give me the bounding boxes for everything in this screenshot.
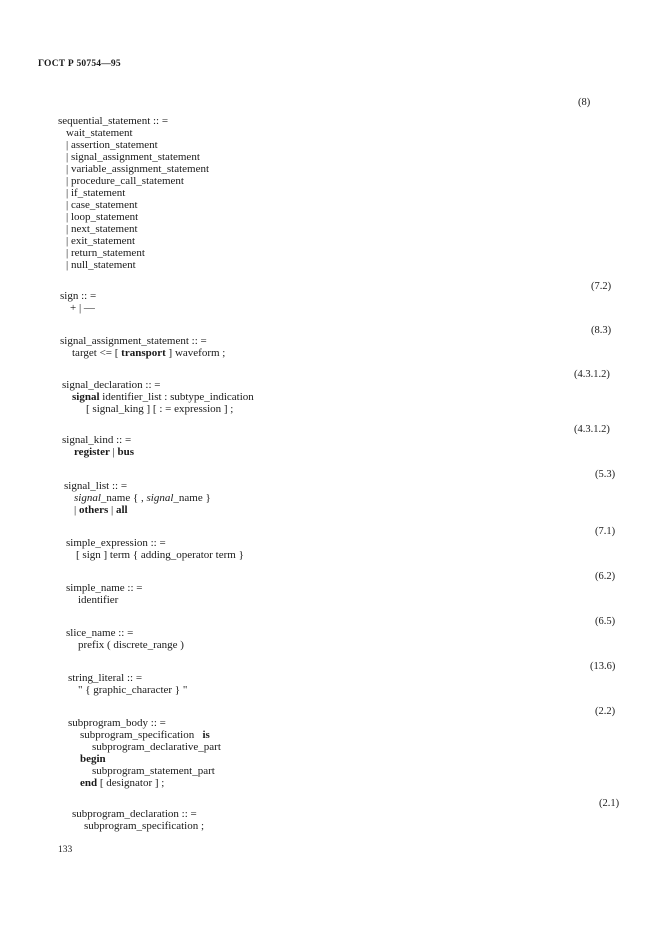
production: | null_statement: [66, 259, 136, 271]
production: subprogram_declarative_part: [92, 741, 221, 753]
section-ref: (4.3.1.2): [574, 424, 610, 435]
production: identifier: [78, 594, 119, 606]
section-ref: (6.2): [595, 571, 616, 582]
production: | next_statement: [66, 223, 138, 235]
keyword: all: [115, 504, 128, 516]
section-ref: (2.1): [599, 798, 620, 809]
production: subprogram_statement_part: [92, 765, 215, 777]
section-ref: (7.2): [591, 281, 612, 292]
rule-head: signal_kind :: =: [62, 434, 132, 446]
document-header: ГОСТ Р 50754—95: [38, 59, 121, 69]
italic-prefix: signal: [146, 492, 174, 504]
keyword: is: [202, 729, 210, 741]
keyword: end: [80, 777, 98, 789]
production: | return_statement: [66, 247, 145, 259]
production: | others | all: [74, 504, 128, 516]
rule-head: subprogram_declaration :: =: [72, 808, 197, 820]
section-ref: (13.6): [590, 661, 616, 672]
rule-head: slice_name :: =: [66, 627, 134, 639]
production: end [ designator ] ;: [80, 777, 165, 789]
production: | loop_statement: [66, 211, 139, 223]
section-ref: (6.5): [595, 616, 616, 627]
production: wait_statement: [66, 127, 133, 139]
production: target <= [ transport ] waveform ;: [72, 347, 226, 359]
production: | assertion_statement: [66, 139, 158, 151]
production: signal identifier_list : subtype_indication: [72, 391, 254, 403]
production: prefix ( discrete_range ): [78, 639, 184, 651]
production: " { graphic_character } ": [78, 684, 188, 696]
production: | signal_assignment_statement: [66, 151, 200, 163]
rule-head: sign :: =: [60, 290, 97, 302]
keyword: register: [74, 446, 110, 458]
section-ref: (2.2): [595, 706, 616, 717]
keyword: others: [78, 504, 109, 516]
production: | variable_assignment_statement: [66, 163, 210, 175]
section-ref: (8.3): [591, 325, 612, 336]
production: register | bus: [74, 446, 135, 458]
section-ref: (7.1): [595, 526, 616, 537]
production: | if_statement: [66, 187, 126, 199]
production: subprogram_specification ;: [84, 820, 205, 832]
italic-prefix: signal: [74, 492, 101, 504]
rule-head: string_literal :: =: [68, 672, 143, 684]
production: begin: [80, 753, 106, 765]
section-ref: (4.3.1.2): [574, 369, 610, 380]
rule-head: signal_list :: =: [64, 480, 128, 492]
rule-head: simple_expression :: =: [66, 537, 166, 549]
production: + | —: [70, 302, 95, 314]
production: | exit_statement: [66, 235, 136, 247]
page-number: 133: [58, 845, 73, 855]
keyword: transport: [121, 347, 166, 359]
rule-head: simple_name :: =: [66, 582, 143, 594]
rule-head: signal_declaration :: =: [62, 379, 161, 391]
section-ref: (5.3): [595, 469, 616, 480]
production: | procedure_call_statement: [66, 175, 184, 187]
rule-head: sequential_statement :: =: [58, 115, 169, 127]
keyword: bus: [117, 446, 135, 458]
production: | case_statement: [66, 199, 138, 211]
rule-head: subprogram_body :: =: [68, 717, 166, 729]
rule-head: signal_assignment_statement :: =: [60, 335, 207, 347]
production: subprogram_specification is: [80, 729, 210, 741]
section-ref: (8): [578, 97, 591, 108]
production: signal_name { , signal_name }: [74, 492, 211, 504]
keyword: signal: [72, 391, 100, 403]
production: [ sign ] term { adding_operator term }: [76, 549, 244, 561]
production: [ signal_king ] [ : = expression ] ;: [86, 403, 234, 415]
